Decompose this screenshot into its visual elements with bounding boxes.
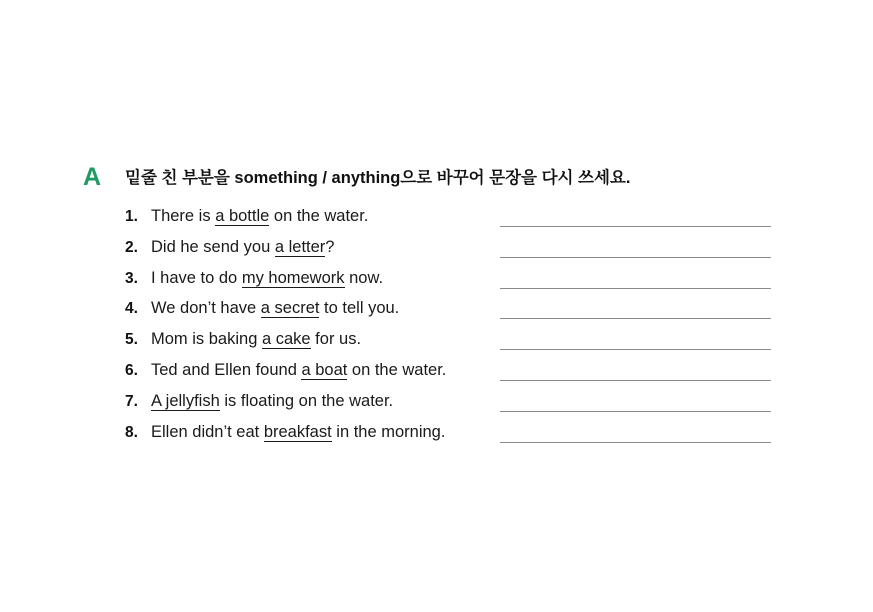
exercise-item-6 bbox=[125, 359, 775, 390]
underlined-phrase: a letter bbox=[274, 237, 326, 256]
item-number: 6. bbox=[125, 361, 138, 379]
answer-line[interactable] bbox=[500, 442, 771, 443]
sentence-after: ? bbox=[325, 237, 335, 256]
exercise-item-4 bbox=[125, 297, 775, 328]
sentence-before: I have to do bbox=[151, 268, 242, 287]
item-sentence bbox=[151, 422, 445, 443]
item-number: 4. bbox=[125, 300, 138, 318]
answer-line[interactable] bbox=[500, 257, 771, 258]
underlined-phrase: a boat bbox=[301, 360, 348, 379]
sentence-after: for us. bbox=[310, 330, 362, 349]
sentence-after: on the water. bbox=[269, 207, 369, 225]
sentence-before: Mom is baking bbox=[151, 330, 262, 349]
item-number: 3. bbox=[125, 269, 138, 287]
sentence-after: in the morning. bbox=[331, 422, 446, 441]
item-sentence bbox=[151, 391, 393, 412]
item-sentence bbox=[151, 268, 383, 289]
exercise-item-5 bbox=[125, 328, 775, 359]
item-number: 8. bbox=[125, 423, 138, 441]
sentence-after: now. bbox=[344, 268, 384, 287]
sentence-before: Did he send you bbox=[151, 237, 275, 256]
answer-line[interactable] bbox=[500, 288, 771, 289]
sentence-before: Ted and Ellen found bbox=[151, 360, 302, 379]
exercise-item-2 bbox=[125, 236, 775, 267]
item-number: 1. bbox=[125, 208, 138, 225]
sentence-after: to tell you. bbox=[319, 299, 400, 318]
instruction-text: 밑줄 친 부분을 something / anything으로 바꾸어 문장을 다시 쓰세요. bbox=[125, 169, 631, 187]
underlined-phrase: breakfast bbox=[263, 422, 332, 441]
item-sentence bbox=[151, 237, 334, 258]
underlined-phrase: A jellyfish bbox=[151, 391, 220, 410]
item-sentence bbox=[151, 360, 446, 381]
item-number: 7. bbox=[125, 392, 138, 410]
underlined-phrase: my homework bbox=[241, 268, 345, 287]
exercise-item-7 bbox=[125, 390, 775, 421]
exercise-item-1 bbox=[125, 205, 775, 236]
answer-line[interactable] bbox=[500, 411, 771, 412]
item-sentence bbox=[151, 206, 368, 227]
underlined-phrase: a secret bbox=[260, 299, 320, 318]
answer-line[interactable] bbox=[500, 226, 771, 227]
sentence-before: There is bbox=[151, 207, 216, 225]
exercise-list bbox=[125, 205, 775, 451]
sentence-after: on the water. bbox=[347, 360, 447, 379]
sentence-before: Ellen didn’t eat bbox=[151, 422, 264, 441]
sentence-before: We don’t have bbox=[151, 299, 261, 318]
answer-line[interactable] bbox=[500, 318, 771, 319]
item-number: 2. bbox=[125, 238, 138, 256]
answer-line[interactable] bbox=[500, 349, 771, 350]
sentence-after: is floating on the water. bbox=[219, 391, 394, 410]
item-number: 5. bbox=[125, 331, 138, 349]
item-sentence bbox=[151, 329, 361, 350]
exercise-item-8 bbox=[125, 421, 775, 452]
exercise-item-3 bbox=[125, 267, 775, 298]
item-sentence bbox=[151, 298, 399, 319]
answer-line[interactable] bbox=[500, 380, 771, 381]
underlined-phrase: a bottle bbox=[215, 207, 270, 225]
section-letter: A bbox=[83, 163, 102, 191]
underlined-phrase: a cake bbox=[261, 330, 311, 349]
